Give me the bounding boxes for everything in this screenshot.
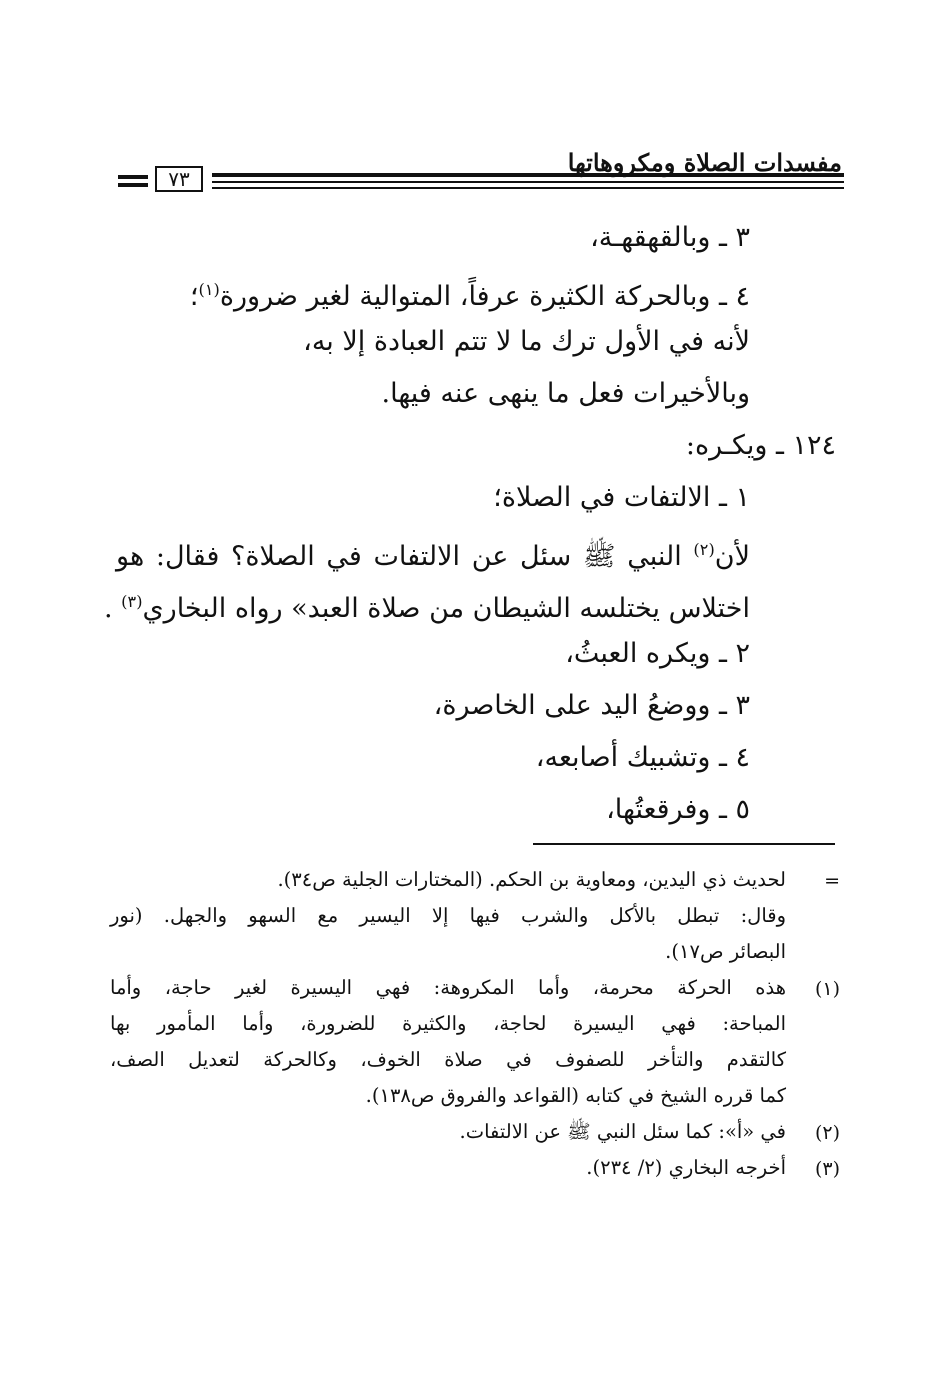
footnote-line: لحديث ذي اليدين، ومعاوية بن الحكم. (المختارات الجلية ص٣٤). (277, 868, 786, 891)
main-text (103, 212, 836, 836)
footnote-number: (١) (814, 978, 840, 1000)
footnote-line: وقال: تبطل بالأكل والشرب فيها إلا اليسير مع السهو والجهل. (نور (110, 904, 786, 927)
footnote-ref: (٢) (693, 540, 715, 559)
text-line: ١٢٤ ـ ويكـره: (685, 430, 836, 461)
footnote-line: هذه الحركة محرمة، وأما المكروهة: فهي اليسيرة لغير حاجة، وأما (110, 976, 786, 999)
footnote-line: كما قرره الشيخ في كتابه (القواعد والفروق ص١٣٨). (365, 1084, 786, 1107)
text-line (103, 576, 836, 628)
text-line: ٣ ـ ووضعُ اليد على الخاصرة، (433, 690, 750, 721)
text-line: وبالأخيرات فعل ما ينهى عنه فيها. (381, 378, 750, 409)
footnote-continuation (110, 862, 840, 970)
footnote-ref: (٣) (121, 592, 143, 611)
footnote-number: (٢) (814, 1122, 840, 1144)
header-rule (212, 173, 844, 189)
text-span: ٤ ـ وبالحركة الكثيرة عرفاً، المتوالية لغير ضرورة (219, 281, 750, 312)
running-title: مفسدات الصلاة ومكروهاتها (567, 148, 842, 177)
text-line (116, 524, 836, 576)
footnote-2 (110, 1114, 840, 1150)
footnotes (110, 862, 840, 1186)
text-line: ٢ ـ ويكره العبثُ، (565, 638, 750, 669)
text-span: النبي ﷺ سئل عن الالتفات في الصلاة؟ فقال: هو (116, 541, 682, 572)
text-line: ١ ـ الالتفات في الصلاة؛ (493, 482, 750, 513)
text-line: ٥ ـ وفرقعتُها، (606, 794, 750, 825)
footnote-line: أخرجه البخاري (٢/ ٢٣٤). (586, 1156, 786, 1179)
text-line (116, 264, 836, 316)
text-span: لأن (714, 541, 750, 572)
footnote-number: (٣) (814, 1158, 840, 1180)
footnote-line: المباحة: فهي اليسيرة لحاجة، والكثيرة للضرورة، وأما المأمور بها (110, 1012, 786, 1035)
text-line: ٤ ـ وتشبيك أصابعه، (535, 742, 750, 773)
text-span: اختلاس يختلسه الشيطان من صلاة العبد» رواه البخاري (142, 593, 750, 624)
footnote-ref: (١) (198, 280, 220, 299)
text-line: لأنه في الأول ترك ما لا تتم العبادة إلا به، (303, 326, 750, 357)
page-number: ٧٣ (155, 166, 203, 192)
footnote-line: البصائر ص١٧). (665, 940, 786, 963)
text-span: . (103, 593, 113, 624)
footnote-separator (533, 843, 835, 845)
text-span: ؛ (189, 281, 199, 312)
continuation-mark: = (824, 870, 840, 892)
text-line: ٣ ـ وبالقهقهـة، (590, 222, 750, 253)
footnote-3 (110, 1150, 840, 1186)
footnote-line: كالتقدم والتأخر للصفوف في صلاة الخوف، وكالحركة لتعديل الصف، (110, 1048, 786, 1071)
footnote-1 (110, 970, 840, 1114)
header-rule-short (118, 175, 148, 187)
footnote-line: في «أ»: كما سئل النبي ﷺ عن الالتفات. (459, 1120, 786, 1143)
